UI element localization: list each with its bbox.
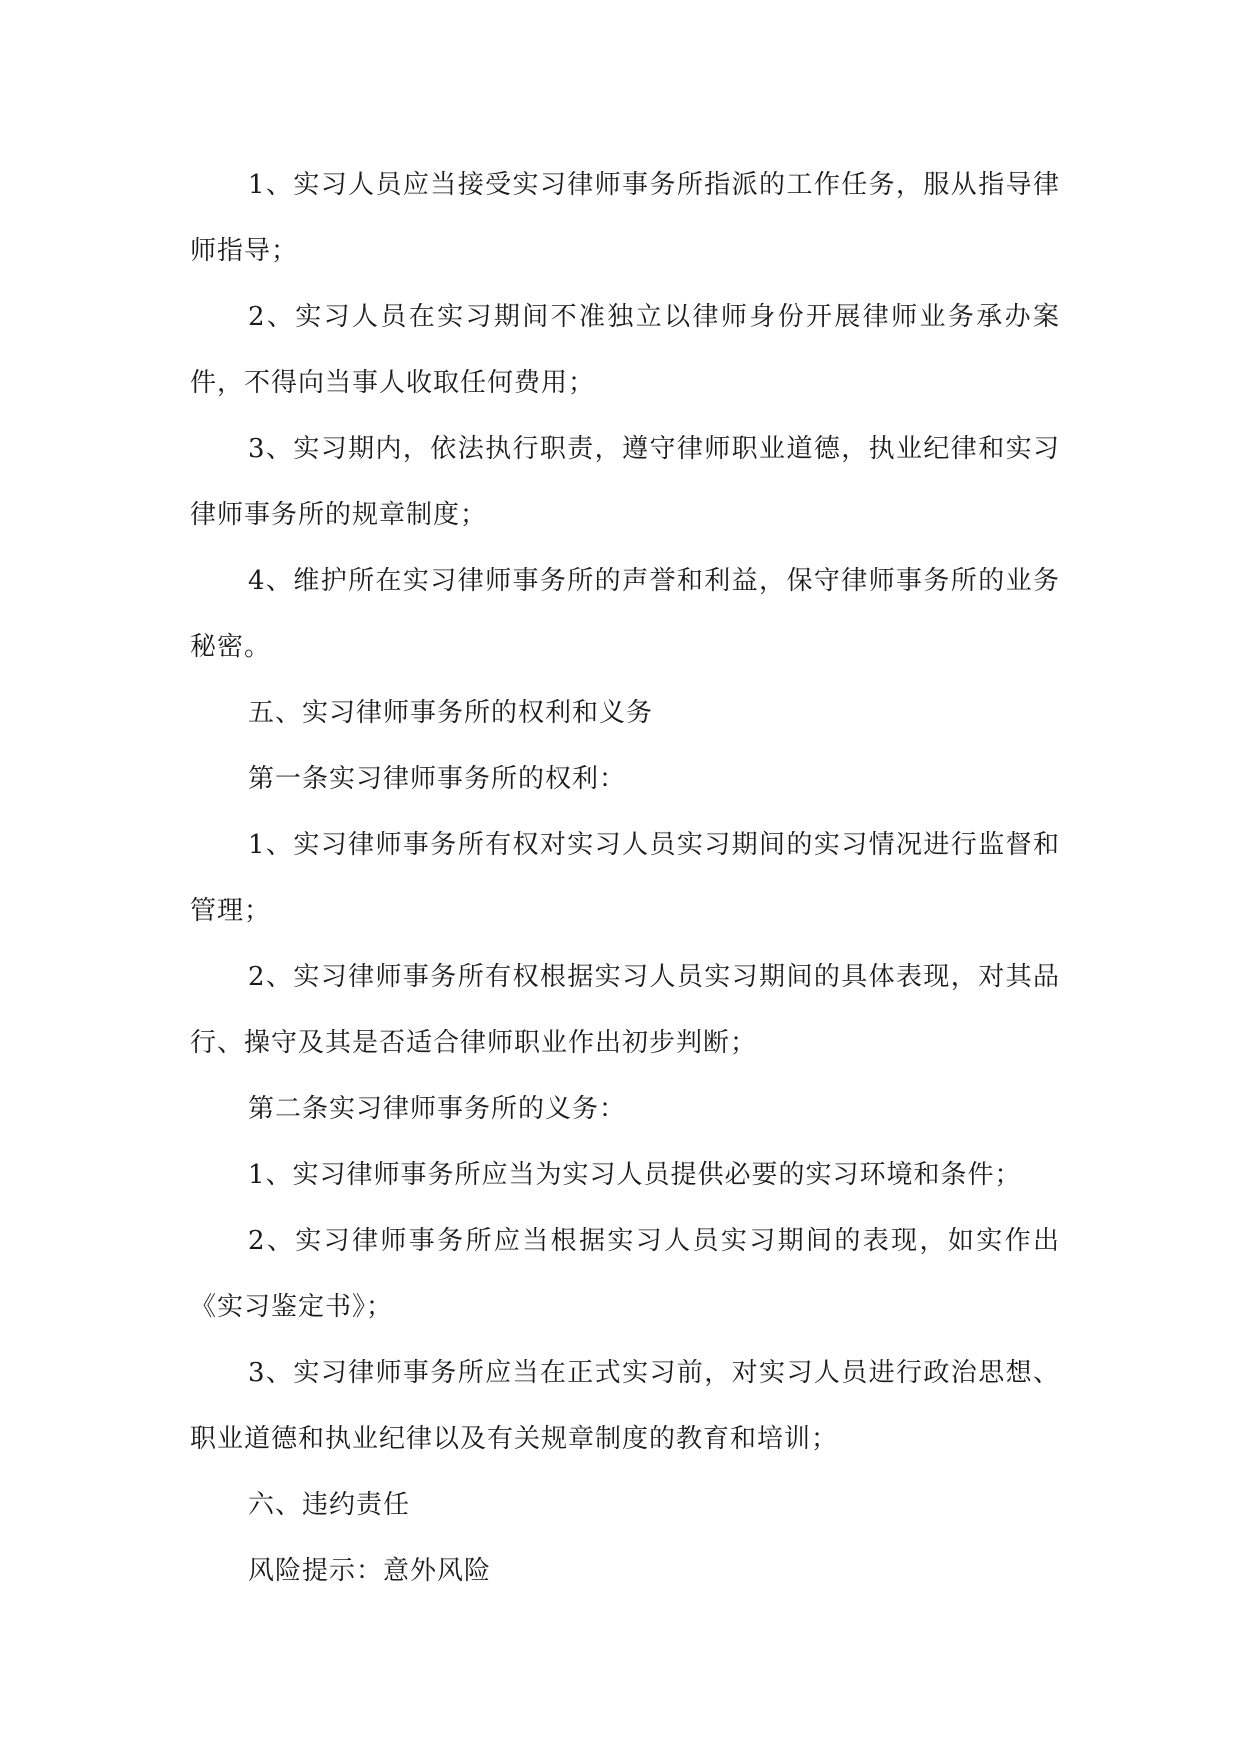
section-heading-five: 五、实习律师事务所的权利和义务	[248, 698, 654, 728]
paragraph-firm-duty-3: 3、实习律师事务所应当在正式实习前，对实习人员进行政治思想、职业道德和执业纪律以及有关规章制度的教育和培训；	[190, 1358, 1060, 1454]
risk-notice: 风险提示：意外风险	[248, 1556, 492, 1586]
document-body	[190, 152, 1060, 1604]
paragraph-firm-right-1: 1、实习律师事务所有权对实习人员实习期间的实习情况进行监督和管理；	[190, 830, 1060, 926]
section-heading-six: 六、违约责任	[248, 1490, 411, 1520]
paragraph-firm-right-2: 2、实习律师事务所有权根据实习人员实习期间的具体表现，对其品行、操守及其是否适合律师职业作出初步判断；	[190, 962, 1060, 1058]
paragraph-intern-obligation-2: 2、实习人员在实习期间不准独立以律师身份开展律师业务承办案件，不得向当事人收取任何费用；	[190, 302, 1060, 398]
article-one-heading: 第一条实习律师事务所的权利：	[248, 764, 627, 794]
paragraph-intern-obligation-1: 1、实习人员应当接受实习律师事务所指派的工作任务，服从指导律师指导；	[190, 170, 1060, 266]
paragraph-intern-obligation-4: 4、维护所在实习律师事务所的声誉和利益，保守律师事务所的业务秘密。	[190, 566, 1060, 662]
article-two-heading: 第二条实习律师事务所的义务：	[248, 1094, 627, 1124]
paragraph-firm-duty-2: 2、实习律师事务所应当根据实习人员实习期间的表现，如实作出《实习鉴定书》；	[190, 1226, 1060, 1322]
paragraph-firm-duty-1: 1、实习律师事务所应当为实习人员提供必要的实习环境和条件；	[248, 1160, 1022, 1190]
paragraph-intern-obligation-3: 3、实习期内，依法执行职责，遵守律师职业道德，执业纪律和实习律师事务所的规章制度；	[190, 434, 1060, 530]
